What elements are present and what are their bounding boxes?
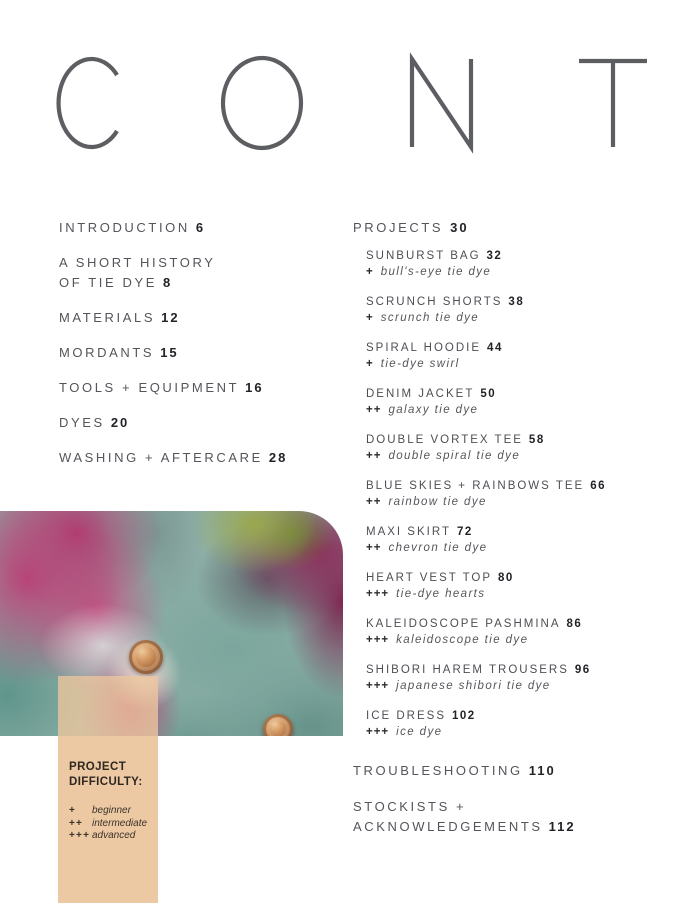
jacket-button <box>129 640 163 674</box>
project-entry <box>366 662 683 694</box>
project-name: SPIRAL HOODIE <box>366 342 482 354</box>
project-style-row <box>366 264 683 280</box>
project-name: ICE DRESS <box>366 710 446 722</box>
difficulty-strip-overlay <box>58 676 158 736</box>
chapter-label: STOCKISTS + <box>353 799 467 814</box>
tie-dye-photo <box>0 511 343 736</box>
project-entry <box>366 616 683 648</box>
difficulty-legend-title <box>69 760 152 790</box>
difficulty-marks: ++ <box>366 404 382 416</box>
project-style: kaleidoscope tie dye <box>396 634 529 646</box>
toc-right-column <box>353 218 683 853</box>
page-number: 38 <box>508 296 525 308</box>
page-number: 30 <box>450 220 469 235</box>
project-entry <box>366 432 683 464</box>
difficulty-legend-box <box>58 736 158 903</box>
project-name-row <box>366 294 683 310</box>
chapter-label: A SHORT HISTORY <box>59 255 216 270</box>
project-name-row <box>366 432 683 448</box>
project-entry <box>366 386 683 418</box>
page-title <box>0 50 700 160</box>
project-name-row <box>366 662 683 678</box>
project-entry <box>366 570 683 602</box>
project-style: chevron tie dye <box>388 542 488 554</box>
chapter-label: TOOLS + EQUIPMENT <box>59 380 240 395</box>
page-number: 86 <box>566 618 583 630</box>
project-entry <box>366 248 683 280</box>
toc-bottom-entries <box>353 761 683 837</box>
toc-entry-introduction <box>59 218 349 238</box>
difficulty-label: beginner <box>92 805 131 816</box>
page-number: 110 <box>528 763 556 778</box>
toc-entry-history <box>59 253 349 293</box>
project-name-row <box>366 708 683 724</box>
difficulty-marks: +++ <box>69 830 91 841</box>
difficulty-legend-row <box>69 830 152 843</box>
project-style-row <box>366 356 683 372</box>
project-name: KALEIDOSCOPE PASHMINA <box>366 618 561 630</box>
difficulty-marks: +++ <box>366 680 390 692</box>
project-name: SUNBURST BAG <box>366 250 481 262</box>
legend-title-line1: PROJECT <box>69 761 127 773</box>
project-style-row <box>366 724 683 740</box>
project-style: ice dye <box>396 726 443 738</box>
chapter-label: PROJECTS <box>353 220 444 235</box>
chapter-label-line2: ACKNOWLEDGEMENTS <box>353 819 543 834</box>
page-number: 102 <box>452 710 476 722</box>
projects-list <box>366 248 683 740</box>
page-number: 72 <box>456 526 473 538</box>
difficulty-marks: ++ <box>366 496 382 508</box>
difficulty-marks: + <box>366 358 374 370</box>
page-number: 50 <box>480 388 497 400</box>
difficulty-marks: +++ <box>366 726 390 738</box>
page-number: 66 <box>590 480 606 492</box>
project-style-row <box>366 586 683 602</box>
project-name: SCRUNCH SHORTS <box>366 296 503 308</box>
page-number: 15 <box>160 345 179 360</box>
page-number: 80 <box>498 572 514 584</box>
jacket-button <box>263 714 293 736</box>
difficulty-legend-row <box>69 805 152 818</box>
project-name: HEART VEST TOP <box>366 572 493 584</box>
project-style-row <box>366 402 683 418</box>
chapter-label-line2: OF TIE DYE <box>59 275 157 290</box>
project-name-row <box>366 478 683 494</box>
difficulty-legend-rows <box>69 805 152 843</box>
page-number: 32 <box>486 250 503 262</box>
project-name: SHIBORI HAREM TROUSERS <box>366 664 569 676</box>
project-style: bull's-eye tie dye <box>380 266 492 278</box>
project-style: rainbow tie dye <box>388 496 487 508</box>
toc-entry-mordants <box>59 343 349 363</box>
difficulty-label: advanced <box>92 830 136 841</box>
difficulty-marks: + <box>69 805 77 816</box>
project-style: tie-dye hearts <box>396 588 486 600</box>
project-style: japanese shibori tie dye <box>396 680 551 692</box>
page-number: 8 <box>163 275 173 290</box>
project-entry <box>366 524 683 556</box>
project-name-row <box>366 340 683 356</box>
chapter-label: DYES <box>59 415 105 430</box>
project-style: galaxy tie dye <box>388 404 479 416</box>
project-entry <box>366 708 683 740</box>
difficulty-marks: ++ <box>366 542 382 554</box>
page-number: 44 <box>487 342 503 354</box>
project-style-row <box>366 678 683 694</box>
chapter-label: TROUBLESHOOTING <box>353 763 523 778</box>
chapter-label: INTRODUCTION <box>59 220 190 235</box>
project-name-row <box>366 386 683 402</box>
project-name: DOUBLE VORTEX TEE <box>366 434 523 446</box>
toc-entry-washing-aftercare <box>59 448 349 468</box>
page-number: 112 <box>548 819 576 834</box>
chapter-label: MORDANTS <box>59 345 155 360</box>
difficulty-marks: +++ <box>366 588 390 600</box>
project-name-row <box>366 570 683 586</box>
project-entry <box>366 294 683 326</box>
project-name: MAXI SKIRT <box>366 526 451 538</box>
project-entry <box>366 340 683 372</box>
project-name: BLUE SKIES + RAINBOWS TEE <box>366 480 585 492</box>
difficulty-marks: + <box>366 266 374 278</box>
difficulty-marks: + <box>366 312 374 324</box>
difficulty-label: intermediate <box>92 817 148 829</box>
toc-entry-dyes <box>59 413 349 433</box>
project-name-row <box>366 248 683 264</box>
toc-entry-tools-equipment <box>59 378 349 398</box>
page-number: 58 <box>528 434 545 446</box>
project-name: DENIM JACKET <box>366 388 475 400</box>
project-style-row <box>366 448 683 464</box>
project-style-row <box>366 310 683 326</box>
project-name-row <box>366 524 683 540</box>
project-style-row <box>366 540 683 556</box>
page-number: 28 <box>268 450 288 465</box>
project-style: tie-dye swirl <box>380 358 460 370</box>
difficulty-legend-row <box>69 818 152 831</box>
project-style: scrunch tie dye <box>380 312 480 324</box>
toc-entry-stockists-acknowledgements <box>353 797 683 837</box>
toc-left-column <box>59 218 349 483</box>
projects-header <box>353 218 683 238</box>
page-number: 16 <box>245 380 264 395</box>
difficulty-marks: +++ <box>366 634 390 646</box>
page-number: 12 <box>161 310 180 325</box>
contents-title-lettering <box>0 50 700 160</box>
toc-entry-materials <box>59 308 349 328</box>
difficulty-marks: ++ <box>69 817 84 829</box>
project-entry <box>366 478 683 510</box>
project-name-row <box>366 616 683 632</box>
difficulty-marks: ++ <box>366 450 382 462</box>
page-number: 6 <box>195 220 206 235</box>
project-style-row <box>366 494 683 510</box>
page-number: 20 <box>110 415 130 430</box>
chapter-label: MATERIALS <box>59 310 156 325</box>
legend-title-line2: DIFFICULTY: <box>69 776 143 788</box>
toc-entry-troubleshooting <box>353 761 683 781</box>
project-style-row <box>366 632 683 648</box>
chapter-label: WASHING + AFTERCARE <box>59 450 263 465</box>
page-number: 96 <box>574 664 591 676</box>
project-style: double spiral tie dye <box>388 450 521 462</box>
